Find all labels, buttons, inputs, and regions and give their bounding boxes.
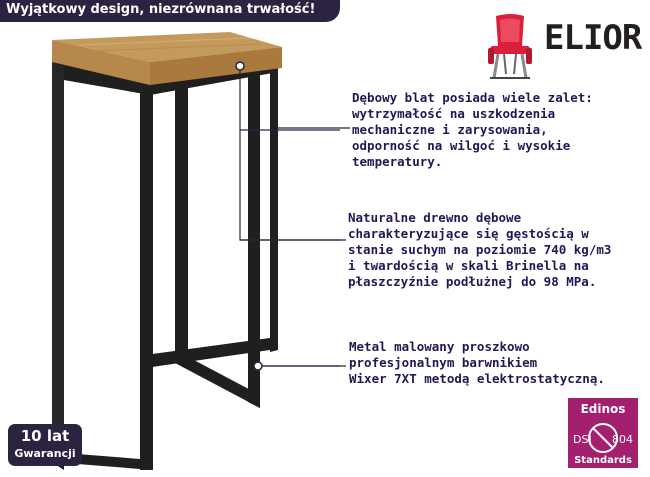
cert-number-text: 804	[612, 433, 633, 446]
warranty-label: Gwarancji	[14, 447, 76, 460]
edinos-certificate-badge	[568, 398, 638, 468]
top-banner: Wyjątkowy design, niezrównana trwałość!	[0, 0, 340, 22]
cert-left-text: DSI	[573, 433, 592, 446]
warranty-years: 10 lat	[20, 427, 70, 445]
cert-top-text: Edinos	[580, 402, 626, 416]
description-top: Dębowy blat posiada wiele zalet: wytrzymałość na uszkodzenia mechaniczne i zarysowania, odporność na wilgoć i wysokie temperatury.	[352, 90, 593, 169]
warranty-badge	[8, 424, 82, 466]
description-middle: Naturalne drewno dębowe charakteryzujące się gęstością w stanie suchym na poziomie 740 kg/m3 i twardością w skali Brinella na płaszczyźnie podłużnej do 98 MPa.	[348, 210, 612, 289]
cert-bottom-text: Standards	[574, 455, 632, 466]
brand-name: ELIOR	[544, 18, 642, 58]
description-bottom: Metal malowany proszkowo profesjonalnym barwnikiem Wixer 7XT metodą elektrostatyczną.	[349, 339, 605, 386]
